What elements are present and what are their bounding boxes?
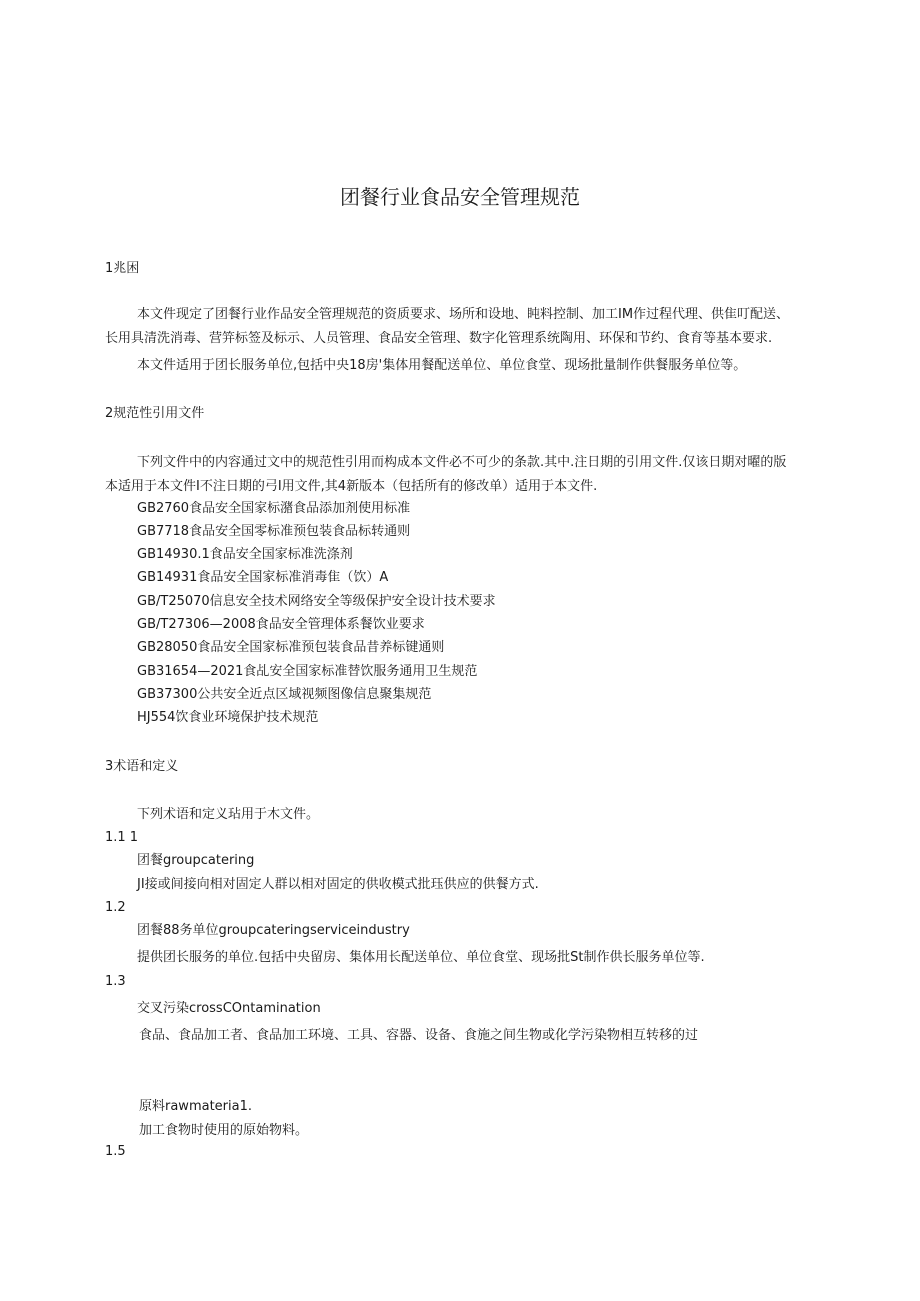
term-number: 1.5: [105, 1144, 126, 1159]
section-2-paragraph-line: 下列文件中的内容通过文中的规范性引用而构成本文件必不可少的条款.其中.注日期的引用文件.仅该日期对曜的版: [137, 455, 787, 470]
term-name: 原料rawmateria1.: [139, 1099, 252, 1114]
term-name: 团餐groupcatering: [137, 853, 255, 868]
reference-item: GB2760食品安全国家标潴食品添加剂使用标准: [137, 501, 411, 516]
term-number: 1.2: [105, 900, 126, 915]
reference-item: GB28050食品安全国家标准预包装食品昔养标键通则: [137, 640, 445, 655]
term-number: 1.3: [105, 974, 126, 989]
reference-item: GB31654—2021食乩安全国家标准替饮服务通用卫生规范: [137, 664, 478, 679]
document-title: 团餐行业食品安全管理规范: [340, 185, 580, 209]
term-definition: 加工食物时使用的原始物料。: [139, 1123, 309, 1138]
reference-item: GB37300公共安全近点区域视频图像信息聚集规范: [137, 687, 432, 702]
term-name: 交叉污染crossCOntamination: [137, 1001, 321, 1016]
section-1-heading: 1兆困: [105, 261, 140, 276]
section-1-paragraph-line: 本文件现定了团餐行业作品安全管理规范的资质要求、场所和设地、盹料控制、加工IM作过程代理、供隹叮配送、: [137, 307, 790, 322]
reference-item: GB/T25070信息安全技术网络安全等级保护安全设计技术要求: [137, 594, 496, 609]
reference-item: GB14930.1食品安全国家标准洗涤剂: [137, 547, 353, 562]
term-number: 1.1 1: [105, 830, 139, 845]
term-definition: JI接或间接向相对固定人群以相对固定的供收模式批珏供应的供餐方式.: [137, 877, 539, 892]
reference-item: GB7718食品安全国零标准预包装食品标转通则: [137, 524, 411, 539]
reference-item: HJ554饮食业环境保护技术规范: [137, 710, 319, 725]
section-2-heading: 2规范性引用文件: [105, 406, 205, 421]
section-2-paragraph-line: 本适用于本文件I不注日期的弓I用文件,其4新版本（包括所有的修改单）适用于本文件.: [105, 479, 598, 494]
section-1-paragraph-line: 长用具清洗消毒、营笄标签及标示、人员管理、食品安全管理、数字化管理系统陶用、环保和节约、食育等基本要求.: [105, 331, 773, 346]
term-name: 团餐88务单位groupcateringserviceindustry: [137, 923, 410, 938]
term-definition: 提供团长服务的单位.包括中央留房、集体用长配送单位、单位食堂、现场批St制作供长服务单位等.: [137, 950, 705, 965]
reference-item: GB14931食品安全国家标准消毒隹（饮）A: [137, 570, 389, 585]
term-definition: 食品、食品加工者、食品加工环境、工具、容器、设备、食施之间生物或化学污染物相互转移的过: [139, 1028, 699, 1043]
reference-item: GB/T27306—2008食品安全管理体系餐饮业要求: [137, 617, 425, 632]
section-1-paragraph-scope: 本文件适用于团长服务单位,包括中央18房'集体用餐配送单位、单位食堂、现场批量制作供餐服务单位等。: [137, 358, 747, 373]
section-3-heading: 3术语和定义: [105, 759, 179, 774]
section-3-intro: 下列术语和定义玷用于木文件。: [137, 807, 320, 822]
